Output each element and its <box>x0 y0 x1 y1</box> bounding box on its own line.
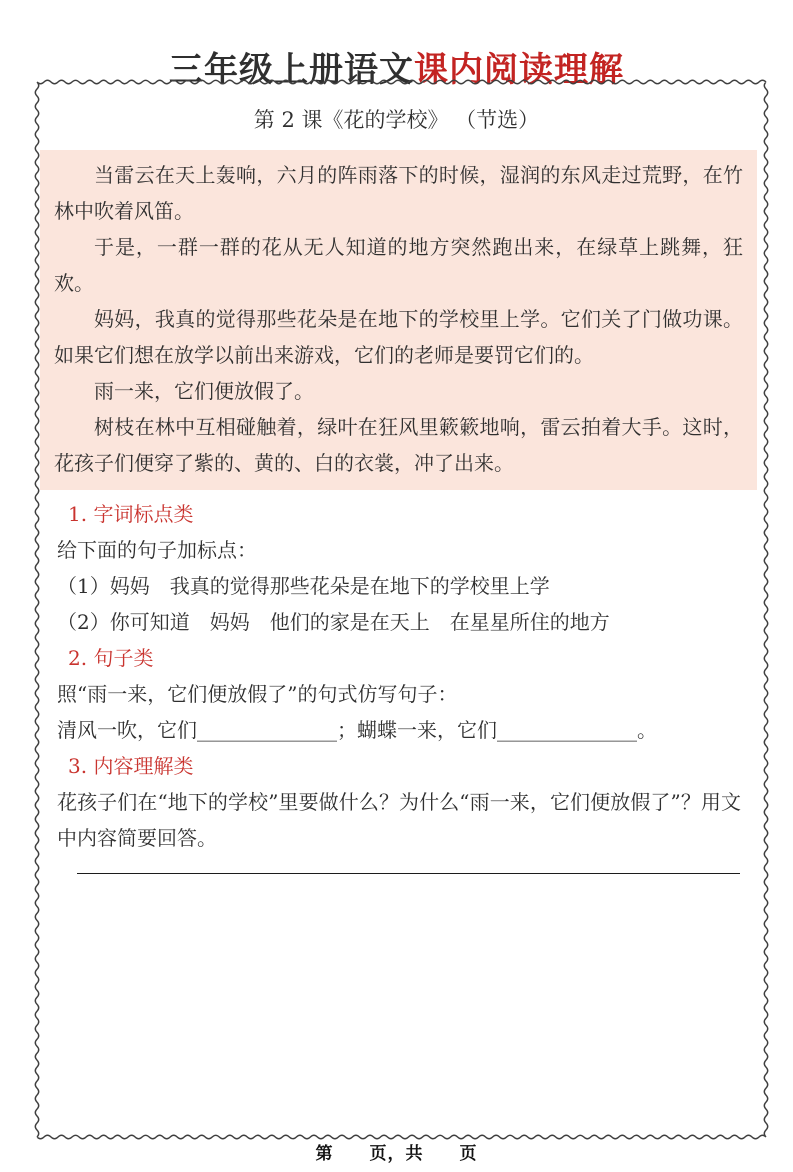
passage-paragraph: 妈妈，我真的觉得那些花朵是在地下的学校里上学。它们关了门做功课。如果它们想在放学以前出来游戏，它们的老师是要罚它们的。 <box>54 306 743 367</box>
page-title-red-part: 课内阅读理解 <box>414 50 624 90</box>
passage-excerpt-box <box>40 150 757 490</box>
question-line-with-blanks: 清风一吹，它们______________；蝴蝶一来，它们______________。 <box>57 717 657 742</box>
question-line: 照“雨一来，它们便放假了”的句式仿写句子： <box>57 681 458 706</box>
page-title-black-part: 三年级上册语文 <box>169 50 414 90</box>
section-heading-sentences: 2. 句子类 <box>68 645 154 670</box>
question-line: （1）妈妈 我真的觉得那些花朵是在地下的学校里上学 <box>57 573 550 598</box>
passage-paragraph: 树枝在林中互相碰触着，绿叶在狂风里簌簌地响，雷云拍着大手。这时，花孩子们便穿了紫的、黄的、白的衣裳，冲了出来。 <box>54 414 743 475</box>
questions-area <box>57 496 741 874</box>
passage-paragraph: 当雷云在天上轰响，六月的阵雨落下的时候，湿润的东风走过荒野，在竹林中吹着风笛。 <box>54 162 743 223</box>
section-heading-comprehension: 3. 内容理解类 <box>68 753 194 778</box>
question-line: 花孩子们在“地下的学校”里要做什么？为什么“雨一来，它们便放假了”？用文中内容简要回答。 <box>57 789 741 850</box>
passage-paragraph: 于是，一群一群的花从无人知道的地方突然跑出来，在绿草上跳舞，狂欢。 <box>54 234 743 295</box>
question-line: （2）你可知道 妈妈 他们的家是在天上 在星星所住的地方 <box>57 609 610 634</box>
question-line: 给下面的句子加标点： <box>57 537 257 562</box>
lesson-subtitle: 第 2 课《花的学校》 （节选） <box>253 107 540 132</box>
passage-paragraph: 雨一来，它们便放假了。 <box>94 378 314 403</box>
section-heading-words-punctuation: 1. 字词标点类 <box>68 501 194 526</box>
page-title <box>0 50 793 91</box>
answer-rule-line <box>77 873 740 874</box>
footer-page-info: 第 页，共 页 <box>315 1144 478 1164</box>
